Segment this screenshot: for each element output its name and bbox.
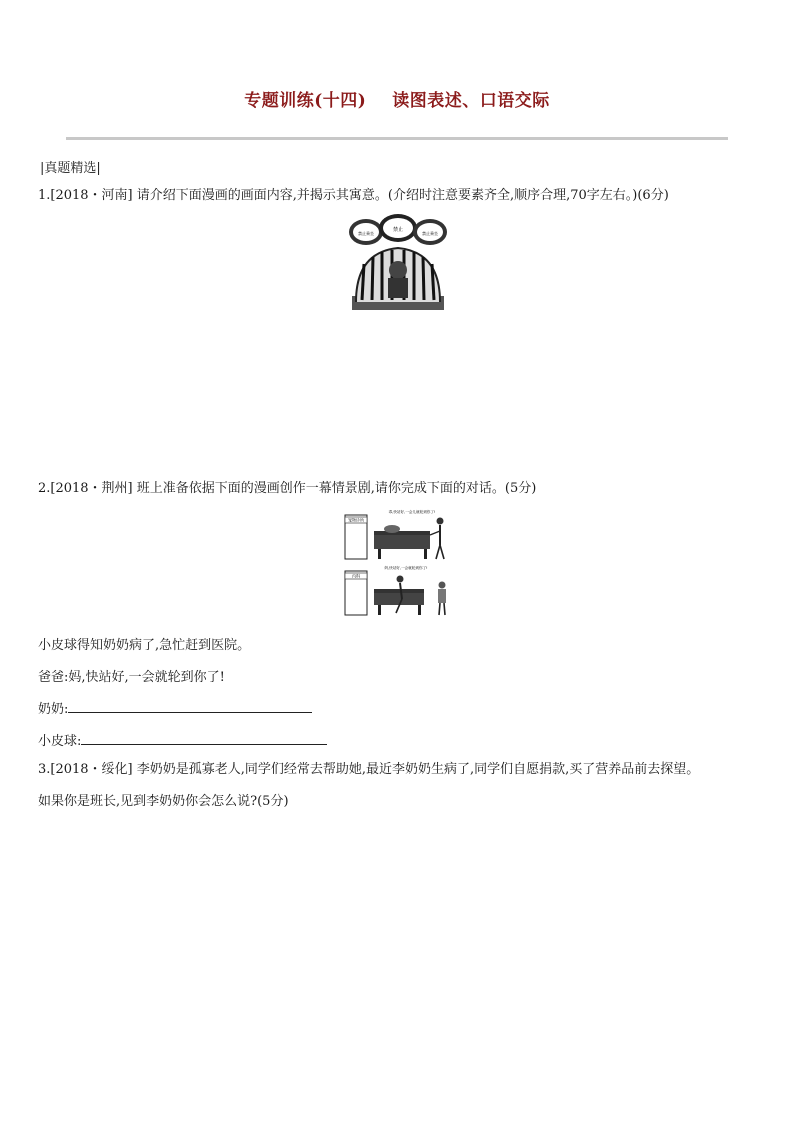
top-speech: 乖,快站好,一会儿就轮到你了! — [388, 510, 436, 514]
question-2: 2.[2018・荆州] 班上准备依据下面的漫画创作一幕情景剧,请你完成下面的对话。(5分) — [38, 481, 537, 496]
dialogue-dad: 爸爸:妈,快站好,一会就轮到你了! — [38, 670, 225, 685]
kid-label: 小皮球: — [38, 734, 82, 749]
section-label: |真题精选| — [40, 161, 101, 176]
question-1: 1.[2018・河南] 请介绍下面漫画的画面内容,并揭示其寓意。(介绍时注意要素齐全,顺序合理,70字左右。)(6分) — [38, 188, 669, 203]
question-3: 3.[2018・绥化] 李奶奶是孤寡老人,同学们经常去帮助她,最近李奶奶生病了,同学们自愿捐款,买了营养品前去探望。 — [38, 762, 700, 777]
bubble-right: 禁止乘坐 — [422, 231, 438, 236]
dialogue-intro: 小皮球得知奶奶病了,急忙赶到医院。 — [38, 638, 251, 653]
internal-medicine-sign: 内科 — [352, 573, 360, 579]
cartoon-caged-person — [346, 212, 450, 312]
kid-answer-blank[interactable] — [81, 730, 327, 745]
bubble-left: 禁止乘坐 — [358, 231, 374, 236]
grandma-label: 奶奶: — [38, 702, 69, 717]
dialogue-kid — [38, 730, 327, 749]
title-divider — [66, 137, 728, 140]
dialogue-grandma — [38, 698, 312, 717]
bottom-speech: 妈,快站好,一会就轮到你了! — [384, 566, 428, 570]
page-title — [0, 86, 794, 111]
title-series: 专题训练(十四) — [244, 91, 367, 111]
question-3-continued: 如果你是班长,见到李奶奶你会怎么说?(5分) — [38, 794, 289, 809]
title-topic: 读图表述、口语交际 — [392, 91, 550, 111]
bubble-middle: 禁止 — [392, 227, 404, 233]
pet-clinic-sign: 宠物诊所 — [348, 517, 364, 523]
grandma-answer-blank[interactable] — [68, 698, 312, 713]
cartoon-two-panels — [344, 507, 456, 619]
